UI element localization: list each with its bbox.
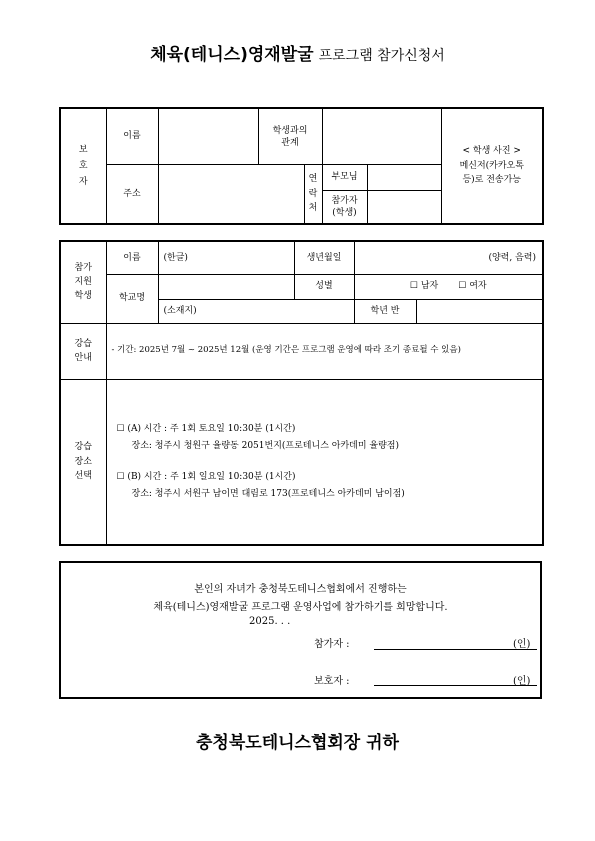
school-location-field[interactable]: (소재지): [158, 299, 354, 323]
venue-options: [106, 379, 543, 545]
addressee: 충청북도테니스협회장 귀하: [196, 733, 399, 753]
male-checkbox[interactable]: ☐ 남자: [409, 281, 439, 292]
participant-seal: (인): [513, 639, 531, 650]
address-label: 주소: [106, 164, 158, 224]
applicant-table: [59, 240, 544, 546]
parent-contact-label: 부모님: [322, 164, 367, 190]
guardian-seal: (인): [513, 676, 531, 687]
applicant-name-label: 이름: [106, 241, 158, 274]
grade-label: 학년 반: [354, 299, 416, 323]
birth-label: 생년월일: [294, 241, 354, 274]
contact-label: 연 락 처: [304, 164, 322, 224]
guardian-name-field[interactable]: [158, 108, 258, 164]
participant-contact-label: 참가자 (학생): [322, 190, 367, 224]
birth-field[interactable]: (양력, 음력): [354, 241, 543, 274]
consent-box: [59, 561, 542, 699]
venue-option-b-place: 장소: 청주시 서원구 남이면 대림로 173(프로테니스 아카데미 남이점): [131, 488, 405, 499]
title-sub: 프로그램 참가신청서: [318, 48, 445, 64]
relation-label: 학생과의 관계: [258, 108, 322, 164]
page-title: [0, 40, 595, 65]
guardian-table: [59, 107, 544, 225]
venue-option-b[interactable]: ☐ (B) 시간 : 주 1회 일요일 10:30분 (1시간): [116, 471, 296, 482]
address-field[interactable]: [158, 164, 304, 224]
guide-text: - 기간: 2025년 7월 ~ 2025년 12월 (운영 기간은 프로그램 운영에 따라 조기 종료될 수 있음): [106, 323, 543, 379]
guardian-sign-label: 보호자 :: [314, 676, 350, 687]
venue-label: 강습 장소 선택: [60, 379, 106, 545]
applicant-section-label: 참가 지원 학생: [60, 241, 106, 323]
guardian-section-label: 보 호 자: [60, 108, 106, 224]
consent-line-1: 본인의 자녀가 충청북도테니스협회에서 진행하는: [194, 584, 407, 595]
consent-date: 2025. . .: [249, 616, 291, 627]
guardian-name-label: 이름: [106, 108, 158, 164]
venue-option-a[interactable]: ☐ (A) 시간 : 주 1회 토요일 10:30분 (1시간): [116, 423, 296, 434]
school-label: 학교명: [106, 274, 158, 323]
relation-field[interactable]: [322, 108, 441, 164]
guide-label: 강습 안내: [60, 323, 106, 379]
consent-line-2: 체육(테니스)영재발굴 프로그램 운영사업에 참가하기를 희망합니다.: [153, 602, 448, 613]
grade-field[interactable]: [416, 299, 543, 323]
title-main: 체육(테니스)영재발굴: [150, 45, 314, 65]
gender-label: 성별: [294, 274, 354, 299]
participant-sign-label: 참가자 :: [314, 639, 350, 650]
parent-contact-field[interactable]: [367, 164, 441, 190]
participant-contact-field[interactable]: [367, 190, 441, 224]
photo-note: < 학생 사진 > 메신저(카카오톡 등)로 전송가능: [441, 108, 543, 224]
venue-option-a-place: 장소: 청주시 청원구 율량동 2051번지(프로테니스 아카데미 율량점): [131, 440, 399, 451]
applicant-name-field[interactable]: (한글): [158, 241, 294, 274]
female-checkbox[interactable]: ☐ 여자: [458, 281, 487, 292]
school-name-field[interactable]: [158, 274, 294, 299]
gender-field: [354, 274, 543, 299]
